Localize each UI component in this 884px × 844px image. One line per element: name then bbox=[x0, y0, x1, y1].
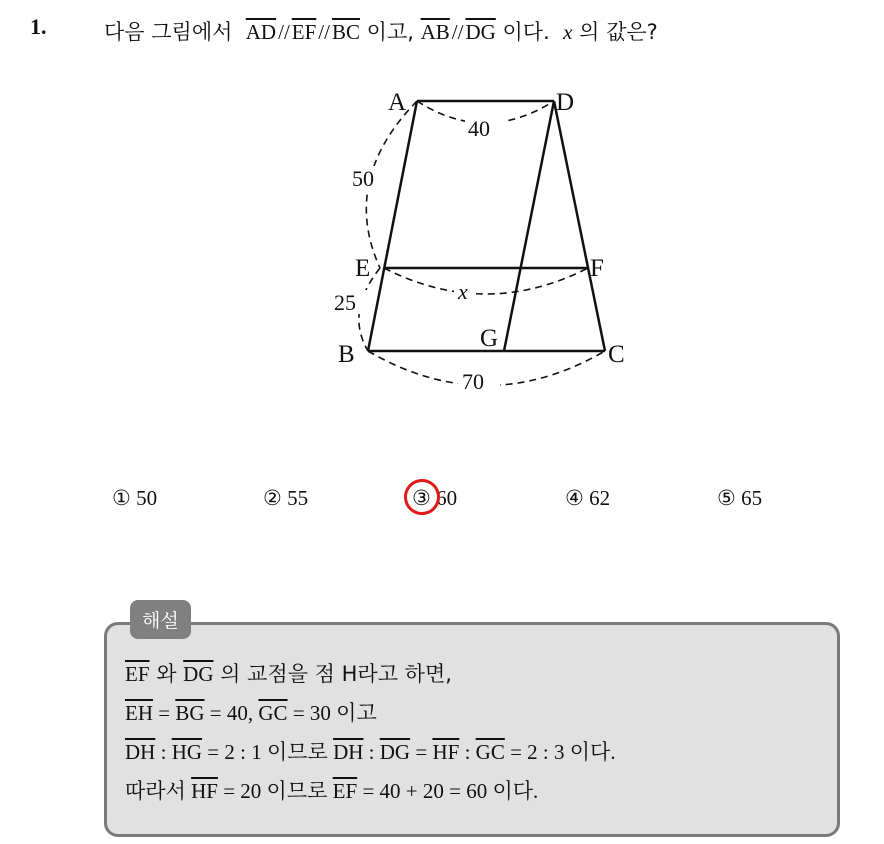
text: 따라서 bbox=[125, 779, 192, 803]
choice-3-value: 60 bbox=[436, 486, 458, 510]
text: = 40, bbox=[204, 701, 259, 725]
choice-3-mark: ③ bbox=[412, 486, 431, 510]
text: = 20 이므로 bbox=[217, 779, 333, 803]
text: = 2 : 3 이다. bbox=[504, 740, 616, 764]
side-ab bbox=[368, 101, 417, 351]
solution-line-3 bbox=[125, 736, 616, 766]
seg: $\overline{DG}$ bbox=[379, 740, 411, 764]
seg: $\overline{DG}$ bbox=[183, 662, 214, 686]
question-ask: 의 값은? bbox=[579, 20, 658, 44]
text: : bbox=[363, 740, 380, 764]
question-number: 1. bbox=[30, 14, 47, 39]
answer-circle-mark bbox=[401, 476, 444, 519]
text: = 40 + 20 = 60 이다. bbox=[357, 779, 539, 803]
text: = 2 : 1 이므로 bbox=[202, 740, 334, 764]
seg: $\overline{DH}$ bbox=[333, 740, 364, 764]
solution-line-4 bbox=[125, 775, 538, 805]
seg: $\overline{HG}$ bbox=[171, 740, 203, 764]
text: = bbox=[410, 740, 433, 764]
solution-label: 해설 bbox=[130, 600, 191, 639]
segment-ad: $\overline{AD}$ bbox=[245, 20, 277, 44]
point-b: B bbox=[338, 341, 355, 368]
label-25: 25 bbox=[334, 290, 356, 315]
seg: $\overline{HF}$ bbox=[432, 740, 460, 764]
seg: $\overline{EF}$ bbox=[125, 662, 150, 686]
question-connector: 이고, bbox=[366, 20, 414, 44]
point-a: A bbox=[388, 89, 407, 116]
arc-ef bbox=[384, 268, 588, 294]
text: = 30 이고 bbox=[287, 701, 377, 725]
choice-5-value: 65 bbox=[741, 486, 763, 510]
seg: $\overline{GC}$ bbox=[258, 701, 288, 725]
seg: $\overline{EH}$ bbox=[125, 701, 153, 725]
side-dc bbox=[554, 101, 605, 351]
segment-ab: $\overline{AB}$ bbox=[420, 20, 450, 44]
choice-2-mark: ② bbox=[263, 486, 282, 510]
choice-4-mark: ④ bbox=[565, 486, 584, 510]
point-d: D bbox=[556, 89, 575, 116]
text: : bbox=[459, 740, 476, 764]
solution-line-2 bbox=[125, 697, 377, 727]
segment-bc: $\overline{BC}$ bbox=[331, 20, 360, 44]
point-c: C bbox=[608, 341, 625, 368]
label-x: x bbox=[458, 279, 468, 304]
point-g: G bbox=[480, 325, 499, 352]
choice-5[interactable] bbox=[717, 486, 762, 511]
text: 의 교점을 점 H라고 하면, bbox=[213, 662, 452, 686]
seg: $\overline{BG}$ bbox=[175, 701, 205, 725]
seg: $\overline{DH}$ bbox=[125, 740, 156, 764]
choice-5-mark: ⑤ bbox=[717, 486, 736, 510]
variable-x: x bbox=[563, 20, 573, 44]
parallel-sign: // bbox=[451, 20, 464, 44]
parallel-sign: // bbox=[278, 20, 290, 44]
point-f: F bbox=[590, 255, 604, 282]
text: 와 bbox=[149, 662, 184, 686]
label-40: 40 bbox=[468, 116, 490, 141]
seg: $\overline{HF}$ bbox=[191, 779, 218, 803]
choice-1-value: 50 bbox=[136, 486, 158, 510]
choice-1[interactable] bbox=[112, 486, 157, 511]
trapezoid-figure bbox=[320, 80, 660, 410]
seg: $\overline{EF}$ bbox=[332, 779, 358, 803]
choice-2-value: 55 bbox=[287, 486, 309, 510]
text: = bbox=[153, 701, 176, 725]
seg: $\overline{GC}$ bbox=[475, 740, 505, 764]
label-70: 70 bbox=[462, 369, 484, 394]
point-e: E bbox=[355, 255, 371, 282]
choice-4-value: 62 bbox=[589, 486, 611, 510]
choice-1-mark: ① bbox=[112, 486, 131, 510]
text: : bbox=[155, 740, 172, 764]
label-50: 50 bbox=[352, 166, 374, 191]
segment-dg: $\overline{DG}$ bbox=[465, 20, 496, 44]
question-text bbox=[104, 16, 658, 46]
question-is: 이다. bbox=[502, 20, 550, 44]
solution-line-1 bbox=[125, 658, 452, 688]
question-intro: 다음 그림에서 bbox=[104, 20, 233, 44]
choice-2[interactable] bbox=[263, 486, 308, 511]
segment-ef: $\overline{EF}$ bbox=[291, 20, 317, 44]
choice-4[interactable] bbox=[565, 486, 610, 511]
parallel-sign: // bbox=[318, 20, 330, 44]
segment-dg-line bbox=[504, 101, 554, 351]
